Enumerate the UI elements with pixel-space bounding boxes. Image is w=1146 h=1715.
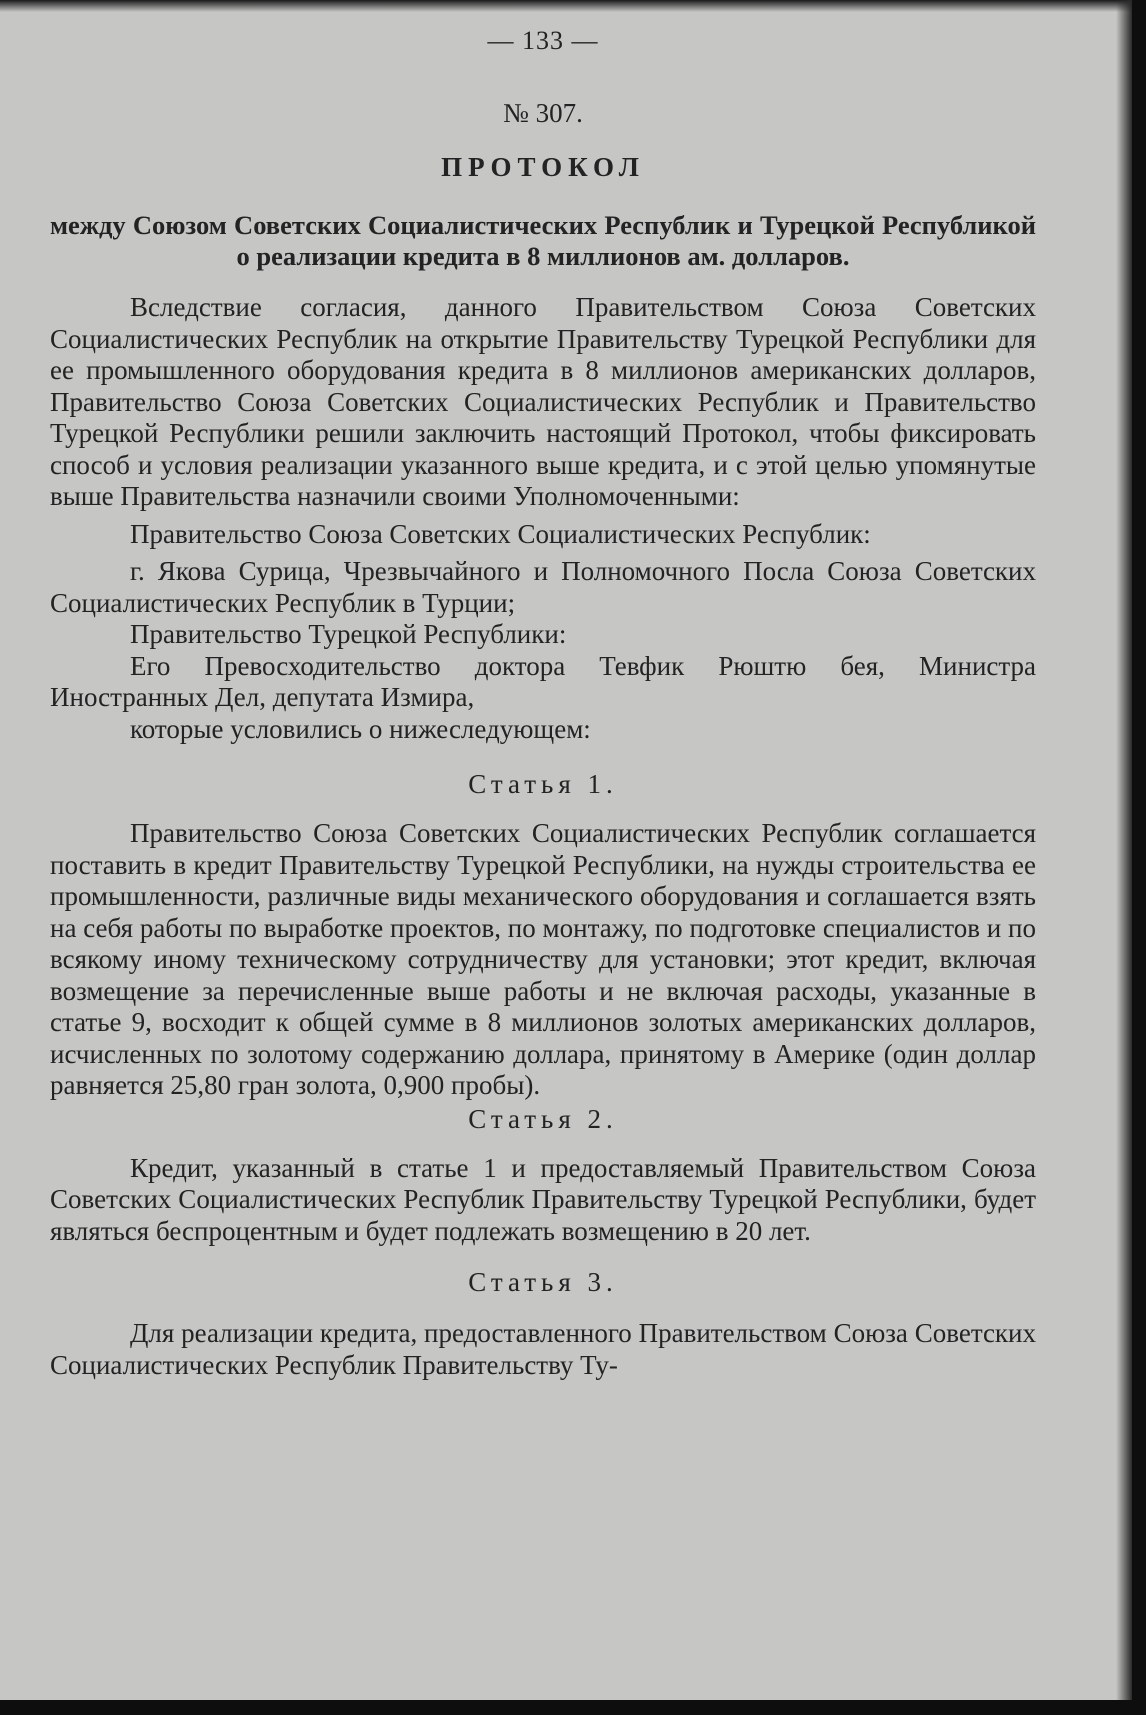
article-text: Для реализации кредита, предоставленного Правительством Союза Советских Социалистических Республик Правительству Ту- xyxy=(50,1318,1036,1380)
preamble-paragraph: Вследствие согласия, данного Правительством Союза Советских Социалистических Республик на открытие Правительству Турецкой Республики для ее промышленного оборудования кредита в 8 миллионов американских долларов, Правительство Союза Советских Социалистических Республик и Правительство Турецкой Республики решили заключить настоящий Протокол, чтобы фиксировать способ и условия реализации указанного выше кредита, и с этой целью упомянутые выше Правительства назначили своими Уполномоченными: xyxy=(50,292,1036,511)
document-number: № 307. xyxy=(503,98,583,128)
document-subtitle: между Союзом Советских Социалистических Республик и Турецкой Республикой о реализации кредита в 8 миллионов ам. долларов. xyxy=(50,210,1036,271)
document-title: ПРОТОКОЛ xyxy=(441,152,645,182)
scan-top-edge xyxy=(0,0,1132,12)
scan-right-edge xyxy=(1116,0,1132,1700)
article-text: Кредит, указанный в статье 1 и предоставляемый Правительством Союза Советских Социалистических Республик Правительству Турецкой Республики, будет являться беспроцентным и будет подлежать возмещению в 20 лет. xyxy=(50,1152,1036,1246)
preamble-paragraph: г. Якова Сурица, Чрезвычайного и Полномочного Посла Союза Советских Социалистических Республик в Турции; xyxy=(50,556,1036,618)
article-heading: Статья 3. xyxy=(468,1267,618,1297)
preamble-paragraph: которые условились о нижеследующем: xyxy=(130,713,591,744)
page-number: — 133 — xyxy=(487,26,599,55)
article-heading: Статья 2. xyxy=(468,1103,618,1134)
article-heading: Статья 1. xyxy=(468,769,618,799)
article-text: Правительство Союза Советских Социалистических Республик соглашается поставить в кредит Правительству Турецкой Республики, на нужды строительства ее промышленности, различные виды механического оборудования и соглашается взять на себя работы по выработке проектов, по монтажу, по подготовке специалистов и по всякому иному техническому сотрудничеству для установки; этот кредит, включая возмещение за перечисленные выше работы и не включая расходы, указанные в статье 9, восходит к общей сумме в 8 миллионов золотых американских долларов, исчисленных по золотому содержанию доллара, принятому в Америке (один доллар равняется 25,80 гран золота, 0,900 пробы). xyxy=(50,818,1036,1100)
preamble-paragraph: Его Превосходительство доктора Тевфик Рюштю бея, Министра Иностранных Дел, депутата Измира, xyxy=(50,650,1036,712)
preamble-paragraph: Правительство Турецкой Республики: xyxy=(130,619,567,649)
preamble-paragraph: Правительство Союза Советских Социалистических Республик: xyxy=(130,518,871,549)
